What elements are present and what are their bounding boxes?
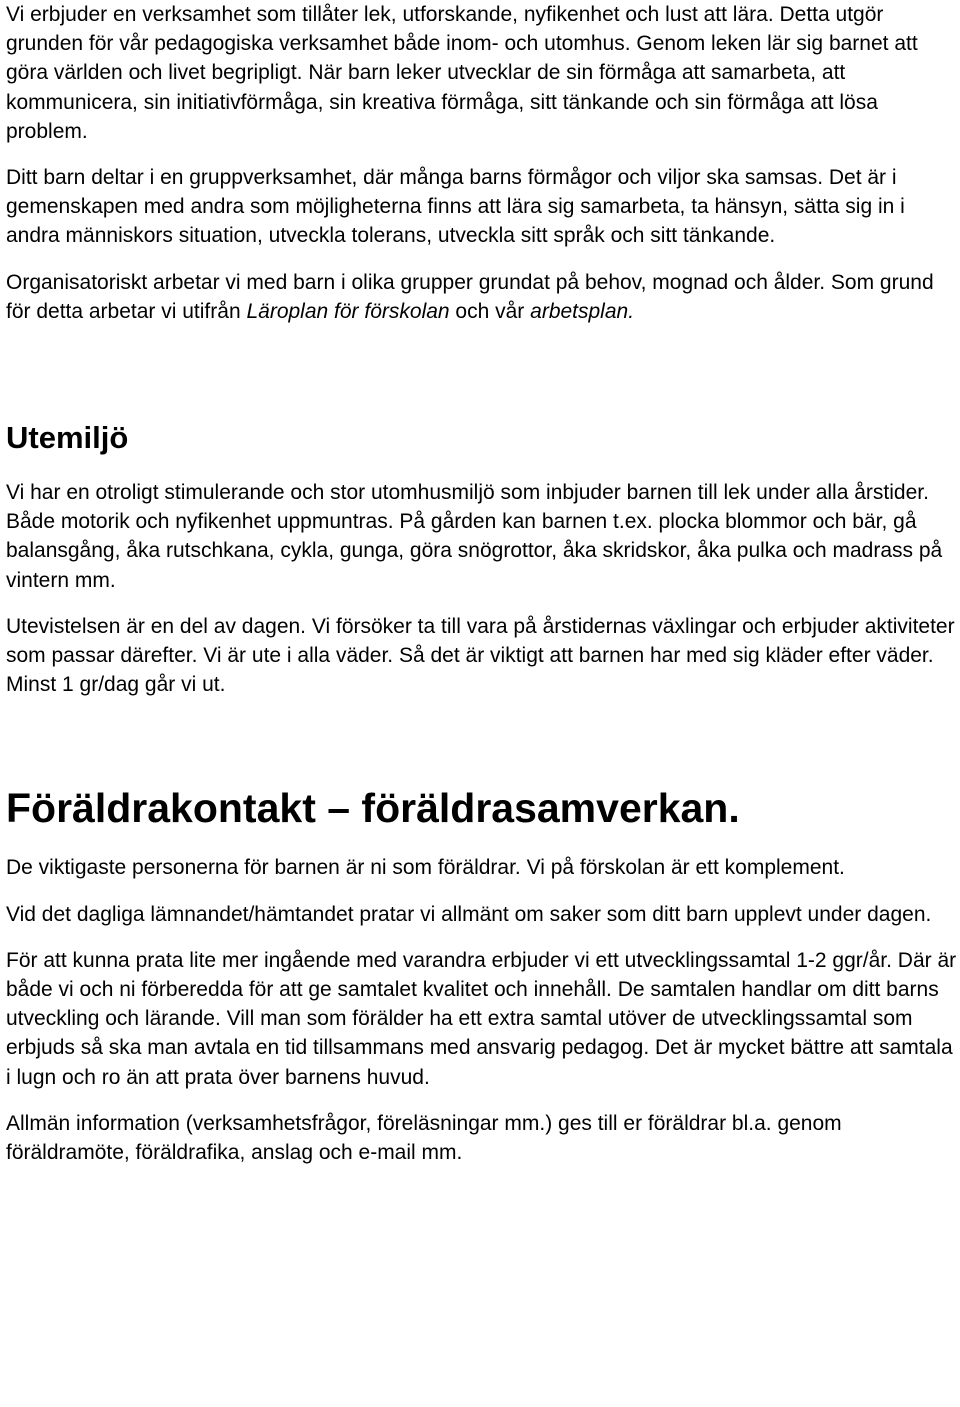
foraldrakontakt-heading: Föräldrakontakt – föräldrasamverkan. — [6, 785, 740, 832]
utemiljo-paragraph-1: Vi har en otroligt stimulerande och stor utomhusmiljö som inbjuder barnen till lek under alla årstider. Både motorik och nyfikenhet uppmuntras. På gården kan barnen t.ex. plocka blommor och bär, gå balansgång, åka rutschkana, cykla, gunga, göra snögrottor, åka skridskor, åka pulka och madrass på vintern mm. — [6, 481, 943, 592]
foraldrakontakt-paragraph-3: För att kunna prata lite mer ingående med varandra erbjuder vi ett utvecklingssamtal 1-2 ggr/år. Där är både vi och ni förberedda för att ge samtalet kvalitet och innehåll. De samtalen handlar om ditt barns utveckling och lärande. Vill man som förälder ha ett extra samtal utöver de utvecklingssamtal som erbjuds så ska man avtala en tid tillsammans med ansvarig pedagog. Det är mycket bättre att samtala i lugn och ro än att prata över barnens huvud. — [6, 948, 957, 1089]
intro-paragraph-3-mid: och vår — [449, 299, 531, 323]
foraldrakontakt-paragraph-1: De viktigaste personerna för barnen är ni som föräldrar. Vi på förskolan är ett komplement. — [6, 856, 845, 880]
document-page — [6, 0, 958, 1167]
intro-paragraph-3-start: Organisatoriskt arbetar vi med barn i olika grupper grundat på behov, mognad och ålder. Som grund för detta arbetar vi utifrån — [6, 270, 934, 323]
foraldrakontakt-paragraph-4: Allmän information (verksamhetsfrågor, föreläsningar mm.) ges till er föräldrar bl.a. genom föräldramöte, föräldrafika, anslag och e-mail mm. — [6, 1111, 842, 1165]
arbetsplan-reference: arbetsplan. — [530, 299, 635, 323]
laroplan-reference: Läroplan för förskolan — [246, 299, 450, 323]
intro-paragraph-3 — [6, 268, 958, 326]
utemiljo-paragraph-2: Utevistelsen är en del av dagen. Vi försöker ta till vara på årstidernas växlingar och erbjuder aktiviteter som passar därefter. Vi är ute i alla väder. Så det är viktigt att barnen har med sig kläder efter väder. Minst 1 gr/dag går vi ut. — [6, 614, 955, 697]
foraldrakontakt-paragraph-2: Vid det dagliga lämnandet/hämtandet pratar vi allmänt om saker som ditt barn upplevt under dagen. — [6, 902, 932, 926]
intro-paragraph-1: Vi erbjuder en verksamhet som tillåter lek, utforskande, nyfikenhet och lust att lära. Detta utgör grunden för vår pedagogiska verksamhet både inom- och utomhus. Genom leken lär sig barnet att göra världen och livet begripligt. När barn leker utvecklar de sin förmåga att samarbeta, att kommunicera, sin initiativförmåga, sin kreativa förmåga, sitt tänkande och sin förmåga att lösa problem. — [6, 3, 918, 143]
utemiljo-heading: Utemiljö — [6, 420, 129, 456]
intro-paragraph-2: Ditt barn deltar i en gruppverksamhet, där många barns förmågor och viljor ska samsas. Det är i gemenskapen med andra som möjligheterna finns att lära sig samarbeta, ta hänsyn, sätta sig in i andra människors situation, utveckla tolerans, utveckla sitt språk och sitt tänkande. — [6, 166, 905, 248]
